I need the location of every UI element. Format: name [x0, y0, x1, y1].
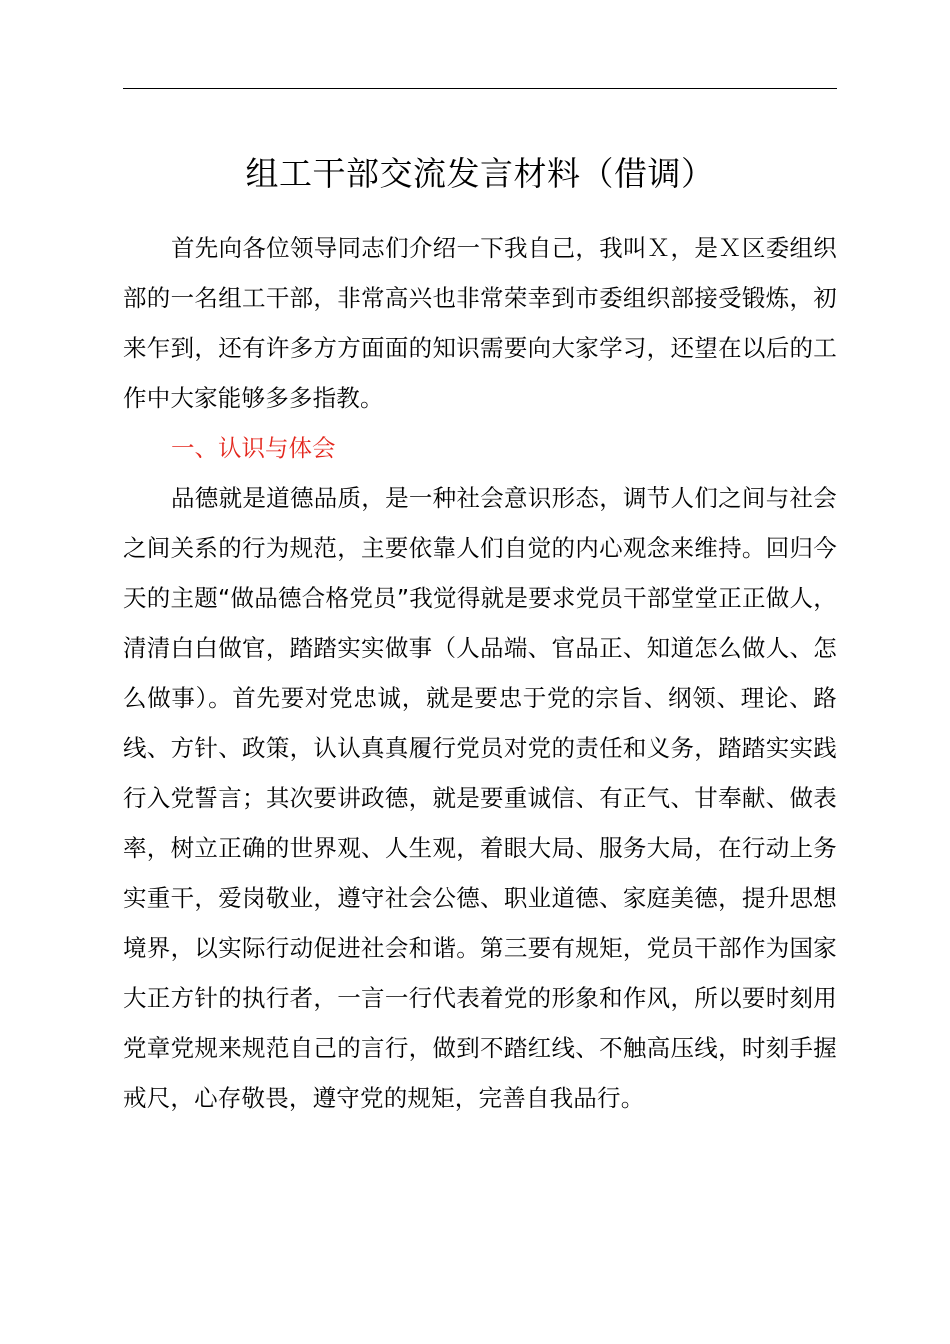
- document-title: 组工干部交流发言材料（借调）: [245, 154, 715, 193]
- document-body: [123, 223, 837, 1123]
- section-paragraph: 品德就是道德品质，是一种社会意识形态，调节人们之间与社会之间关系的行为规范，主要依靠人们自觉的内心观念来维持。回归今天的主题“做品德合格党员”我觉得就是要求党员干部堂堂正正做人，清清白白做官，踏踏实实做事（人品端、官品正、知道怎么做人、怎么做事）。首先要对党忠诚，就是要忠于党的宗旨、纲领、理论、路线、方针、政策，认认真真履行党员对党的责任和义务，踏踏实实践行入党誓言；其次要讲政德，就是要重诚信、有正气、甘奉献、做表率，树立正确的世界观、人生观，着眼大局、服务大局，在行动上务实重干，爱岗敬业，遵守社会公德、职业道德、家庭美德，提升思想境界，以实际行动促进社会和谐。第三要有规矩，党员干部作为国家大正方针的执行者，一言一行代表着党的形象和作风，所以要时刻用党章党规来规范自己的言行，做到不踏红线、不触高压线，时刻手握戒尺，心存敬畏，遵守党的规矩，完善自我品行。: [123, 484, 837, 1112]
- header-rule: [123, 88, 837, 89]
- section-heading: 一、认识与体会: [171, 434, 336, 462]
- intro-paragraph: 首先向各位领导同志们介绍一下我自己，我叫Ｘ，是Ｘ区委组织部的一名组工干部，非常高兴也非常荣幸到市委组织部接受锻炼，初来乍到，还有许多方方面面的知识需要向大家学习，还望在以后的工作中大家能够多多指教。: [123, 234, 837, 412]
